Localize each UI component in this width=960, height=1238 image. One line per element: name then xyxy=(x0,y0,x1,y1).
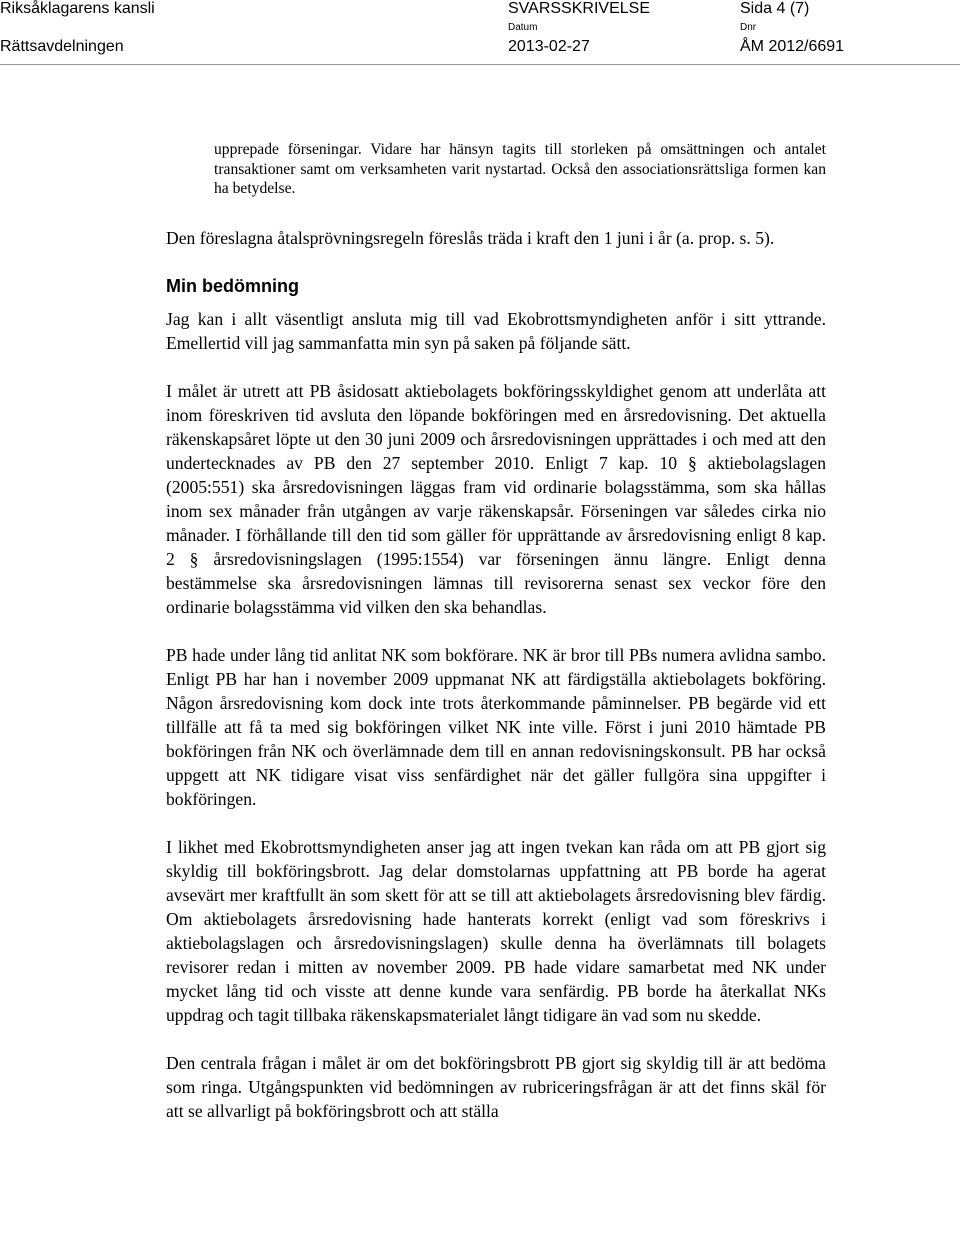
paragraph-1: Jag kan i allt väsentligt ansluta mig till vad Ekobrottsmyndigheten anför i sitt yttrande. Emellertid vill jag sammanfatta min syn på saken på följande sätt. xyxy=(166,309,826,354)
date-label: Datum xyxy=(508,22,538,33)
page-number: Sida 4 (7) xyxy=(740,0,810,17)
paragraph-2: I målet är utrett att PB åsidosatt aktiebolagets bokföringsskyldighet genom att underlåta att inom föreskriven tid avsluta den löpande bokföringen med en årsredovisning. Det aktuella räkenskapsåret löpte ut den 30 juni 2009 och årsredovisningen upprättades i och med att den undertecknades av PB den 27 september 2010. Enligt 7 kap. 10 § aktiebolagslagen (2005:551) ska årsredovisningen läggas fram vid ordinarie bolagsstämma, som ska hållas inom sex månader från utgången av varje räkenskapsår. Förseningen var således cirka nio månader. I förhållande till den tid som gäller för upprättande av årsredovisning enligt 8 kap. 2 § årsredovisningslagen (1995:1554) var förseningen ännu längre. Enligt denna bestämmelse ska årsredovisningen lämnas till revisorerna senast sex veckor före den ordinarie bolagsstämma vid vilken den ska behandlas. xyxy=(166,381,826,618)
document-date: 2013-02-27 xyxy=(508,38,590,55)
paragraph-3: PB hade under lång tid anlitat NK som bokförare. NK är bror till PBs numera avlidna sambo. Enligt PB har han i november 2009 uppmanat NK att färdigställa aktiebolagets bokföring. Någon årsredovisning kom dock inte trots återkommande påminnelser. PB begärde vid ett tillfälle att få ta med sig bokföringen vilket NK inte ville. Först i juni 2010 hämtade PB bokföringen från NK och överlämnade dem till en annan redovisningskonsult. PB har också uppgett att NK tidigare visat viss senfärdighet när det gäller fullgöra sina uppgifter i bokföringen. xyxy=(166,645,826,810)
paragraph-5: Den centrala frågan i målet är om det bokföringsbrott PB gjort sig skyldig till är att bedöma som ringa. Utgångspunkten vid bedömningen av rubriceringsfrågan är att det finns skäl för att se allvarligt på bokföringsbrott och att ställa xyxy=(166,1053,826,1122)
quoted-passage: upprepade förseningar. Vidare har hänsyn tagits till storleken på omsättningen och antalet transaktioner samt om verksamheten varit nystartad. Också den associationsrättsliga formen kan ha betydelse. xyxy=(214,141,826,198)
dnr-label: Dnr xyxy=(740,22,757,33)
page-header xyxy=(0,0,960,60)
org-name: Riksåklagarens kansli xyxy=(0,0,155,17)
paragraph-4: I likhet med Ekobrottsmyndigheten anser jag att ingen tvekan kan råda om att PB gjort sig skyldig till bokföringsbrott. Jag delar domstolarnas uppfattning att PB borde ha agerat avsevärt mer kraftfullt än som skett för att se till att aktiebolagets årsredovisning blev färdig. Om aktiebolagets årsredovisning hade hanterats korrekt (enligt vad som föreskrivs i aktiebolagslagen och årsredovisningslagen) skulle denna ha överlämnats till bolagets revisorer redan i mitten av november 2009. PB hade vidare samarbetat med NK under mycket lång tid och visste att denne kunde vara senfärdig. PB borde ha återkallat NKs uppdrag och tagit tillbaka räkenskapsmaterialet långt tidigare än vad som nu skedde. xyxy=(166,837,826,1026)
document-body xyxy=(166,140,826,1147)
dnr-number: ÅM 2012/6691 xyxy=(740,38,845,55)
document-type: SVARSSKRIVELSE xyxy=(508,0,650,17)
paragraph-intro: Den föreslagna åtalsprövningsregeln föreslås träda i kraft den 1 juni i år (a. prop. s. 5). xyxy=(166,228,775,249)
section-heading: Min bedömning xyxy=(166,276,299,297)
header-divider xyxy=(0,64,960,65)
department-name: Rättsavdelningen xyxy=(0,38,124,55)
